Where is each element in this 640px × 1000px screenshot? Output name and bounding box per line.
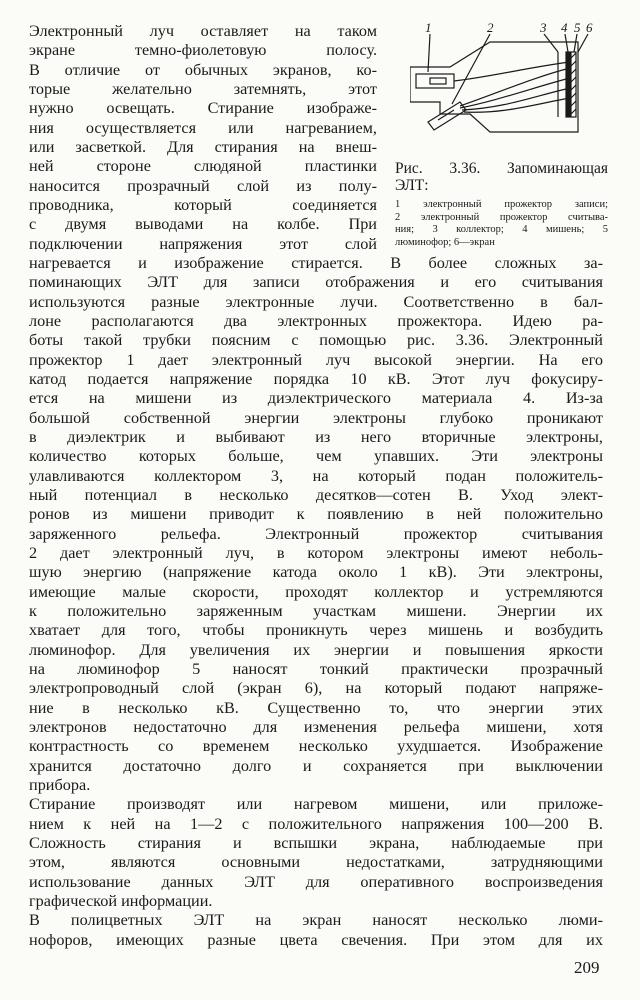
text-line: ния осуществляется или нагреванием, [29, 118, 377, 137]
text-line: прибора. [29, 776, 91, 794]
text-line: нужно освещать. Стирание изображе- [29, 99, 377, 118]
text-line: хранится достаточно долго и сохраняется при выключении [29, 756, 603, 775]
text-line: к положительно заряженным участкам мишени. Энергии их [29, 602, 603, 620]
text-line: с двумя выводами на колбе. При [29, 215, 377, 234]
text-line: поминающих ЭЛТ для записи отображения и его считывания [29, 273, 603, 292]
text-line: улавливаются коллектором 3, на который подан положитель- [29, 466, 603, 485]
legend-line: люминофор; 6—экран [395, 236, 495, 248]
text-line: хватает для того, чтобы проникнуть через мишень и возбудить [29, 621, 603, 640]
figure-caption-title-cont: ЭЛТ: [395, 177, 429, 194]
figure-caption-title: Рис. 3.36. Запоминающая [395, 160, 608, 177]
text-line: большой собственной энергии электроны глубоко проникают [29, 408, 603, 427]
fig-label-5: 5 [574, 22, 581, 35]
text-line: имеющие малые скорости, проходят коллектор и устремляются [29, 582, 603, 601]
text-line: электронов недостаточно для изменения рельефа мишени, хотя [29, 718, 603, 736]
text-line: экране темно-фиолетовую полосу. [29, 41, 377, 60]
text-line: подключении напряжения этот слой [29, 234, 377, 253]
page-number: 209 [574, 958, 600, 977]
fig-label-6: 6 [586, 22, 593, 35]
text-line: торые желательно затемнять, этот [29, 80, 377, 98]
text-line: ние в несколько кВ. Существенно то, что энергии этих [29, 698, 603, 717]
text-line: электропроводный слой (экран 6), на который подают напряже- [29, 679, 603, 698]
text-line: В полицветных ЭЛТ на экран наносят несколько люми- [29, 911, 603, 930]
text-line: В отличие от обычных экранов, ко- [29, 60, 377, 79]
text-line: лоне располагаются два электронных прожектора. Идею ра- [29, 312, 603, 330]
fig-label-4: 4 [561, 22, 568, 35]
crt-diagram [410, 22, 610, 157]
text-line: ронов из мишени приводит к появлению в ней положительно [29, 505, 603, 524]
text-line: в диэлектрик и выбивают из него вторичные электроны, [29, 428, 603, 446]
text-line: Сложность стирания и вспышки экрана, наблюдаемые при [29, 834, 603, 852]
text-line: ней стороне слюдяной пластинки [29, 157, 377, 176]
text-line: на люминофор 5 наносят тонкий практически прозрачный [29, 660, 603, 678]
legend-line: ния; 3 коллектор; 4 мишень; 5 [395, 224, 608, 235]
text-line: нофоров, имеющих разные цвета свечения. При этом для их [29, 930, 603, 949]
figure-legend [395, 199, 608, 249]
text-line: количество которых больше, чем упавших. Эти электроны [29, 447, 603, 466]
text-line: катод подается напряжение порядка 10 кВ. Этот луч фокусиру- [29, 370, 603, 388]
text-line: шую энергию (напряжение катода около 1 кВ). Эти электроны, [29, 563, 603, 582]
text-line: или засветкой. Для стирания на внеш- [29, 138, 377, 156]
text-line: ется на мишени из диэлектрического материала 4. Из-за [29, 389, 603, 408]
text-line: 2 дает электронный луч, в котором электроны имеют неболь- [29, 544, 603, 562]
text-line: прожектор 1 дает электронный луч высокой энергии. На его [29, 350, 603, 369]
text-line: наносится прозрачный слой из полу- [29, 176, 377, 195]
text-line: графической информации. [29, 892, 213, 910]
fig-label-1: 1 [425, 22, 432, 35]
text-line: Стирание производят или нагревом мишени, или приложе- [29, 795, 603, 814]
legend-line: 1 электронный прожектор записи; [395, 199, 608, 210]
legend-line: 2 электронный прожектор считыва- [395, 211, 608, 223]
text-line: проводника, который соединяется [29, 196, 377, 214]
text-line: контрастность со временем несколько ухудшается. Изображение [29, 737, 603, 756]
text-line: Электронный луч оставляет на таком [29, 22, 377, 40]
text-line: ный потенциал в несколько десятков—сотен В. Уход элект- [29, 486, 603, 504]
text-line: заряженного рельефа. Электронный прожектор считывания [29, 524, 603, 543]
fig-label-3: 3 [540, 22, 547, 35]
text-line: этом, являются основными недостатками, затрудняющими [29, 853, 603, 872]
text-line: нагревается и изображение стирается. В более сложных за- [29, 254, 603, 272]
text-line: боты такой трубки поясним с помощью рис. 3.36. Электронный [29, 331, 603, 350]
text-line: использование данных ЭЛТ для оперативного воспроизведения [29, 872, 603, 891]
text-line: используются разные электронные лучи. Соответственно в бал- [29, 292, 603, 311]
text-line: люминофор. Для увеличения их энергии и повышения яркости [29, 640, 603, 659]
text-line: нием к ней на 1—2 с положительного напряжения 100—200 В. [29, 814, 603, 833]
fig-label-2: 2 [487, 22, 494, 35]
